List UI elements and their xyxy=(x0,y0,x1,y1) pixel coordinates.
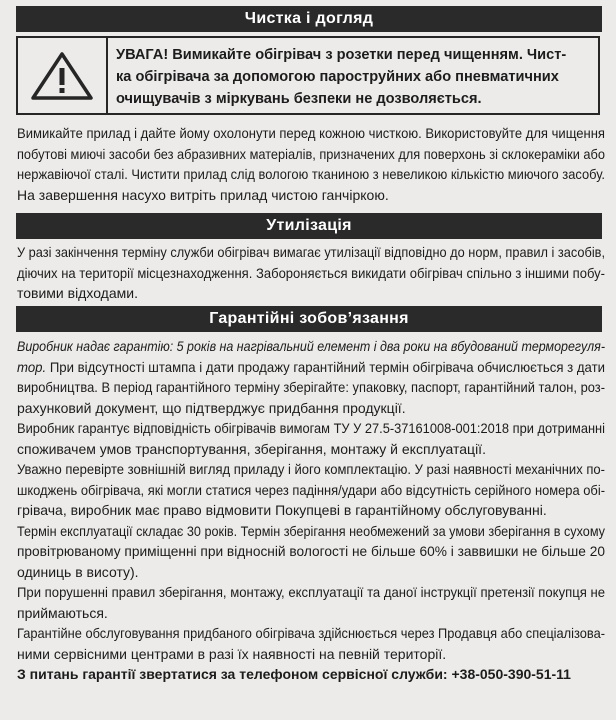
text-line: одиниць в висоту). xyxy=(17,563,139,580)
text-line xyxy=(17,357,605,378)
warning-line: УВАГА! Вимикайте обігрівач з розетки перед чищенням. Чист- xyxy=(116,47,567,63)
cleaning-instructions xyxy=(17,123,605,205)
warning-triangle-icon xyxy=(30,51,94,101)
warranty-text xyxy=(17,336,605,685)
warning-box xyxy=(16,36,600,115)
disposal-text xyxy=(17,242,605,304)
text-line: провітрюваному приміщенні при відносній вологості не більше 60% і заввишки не більше 20 xyxy=(17,543,605,559)
text-line: Вимикайте прилад і дайте йому охолонути перед кожною чисткою. Використовуйте для чищення xyxy=(17,125,605,141)
service-hotline: З питань гарантії звертатися за телефоном сервісної служби: +38-050-390-51-11 xyxy=(17,666,571,682)
warning-line: ка обігрівача за допомогою пароструйних або пневматичних xyxy=(116,69,559,85)
text-line: шкоджень обігрівача, які могли статися через падіння/удари або відсутність серійного номера обі- xyxy=(17,481,605,498)
text-line: Уважно перевірте зовнішній вигляд приладу і його комплектацію. У разі наявності механічних по- xyxy=(17,461,605,477)
text-line: При порушенні правил зберігання, монтажу, експлуатації та даної інструкції претензії покупця не xyxy=(17,584,605,600)
text-line: товими відходами. xyxy=(17,285,138,301)
text-line: грівача, виробник має право відмовити Покупцеві в гарантійному обслуговуванні. xyxy=(17,502,547,518)
text-line: приймаються. xyxy=(17,604,108,621)
disposal-section-title: Утилізація xyxy=(16,213,602,239)
text-line: нержавіючої сталі. Чистити прилад слід вологою тканиною з невеликою кількістю миючого засобу. xyxy=(17,166,605,182)
warning-line: очищувачів з міркувань безпеки не дозволяється. xyxy=(116,91,482,107)
warning-icon-cell xyxy=(18,38,108,113)
text-line: рахунковий документ, що підтверджує придбання продукції. xyxy=(17,399,406,416)
text-line: Виробник надає гарантію: 5 років на нагрівальний елемент і два роки на вбудований терморегуля- xyxy=(17,338,605,354)
cleaning-section-title: Чистка і догляд xyxy=(16,6,602,32)
text-line: ними сервісними центрами в разі їх наявності на певній території. xyxy=(17,645,447,662)
text-line: виробництва. В період гарантійного терміну зберігайте: упаковку, паспорт, гарантійний талон, роз- xyxy=(17,379,605,395)
warranty-section-title: Гарантійні зобов’язання xyxy=(16,306,602,332)
text-line: Термін експлуатації складає 30 років. Термін зберігання необмежений за умови зберігання в сухому xyxy=(17,522,605,539)
text-fragment: При відсутності штампа і дати продажу гарантійний термін обігрівача обчислюється з дати xyxy=(46,358,605,375)
text-line: На завершення насухо витріть прилад чистою ганчіркою. xyxy=(17,186,389,203)
warning-text xyxy=(116,44,592,110)
text-line: діючих на території місцезнаходження. Забороняється викидати обігрівач спільно з іншими побу- xyxy=(17,264,605,281)
italic-fragment: тор. xyxy=(17,358,47,375)
text-line: Гарантійне обслуговування придбаного обігрівача здійснюється через Продавця або спеціалізова- xyxy=(17,625,605,641)
text-line: споживачем умов транспортування, зберігання, монтажу й експлуатації. xyxy=(17,440,486,457)
text-line: У разі закінчення терміну служби обігрівач вимагає утилізації відповідно до норм, правил і засобів, xyxy=(17,244,605,260)
text-line: побутові миючі засоби без абразивних матеріалів, призначених для поверхонь зі склокераміки або xyxy=(17,145,605,162)
text-line: Виробник гарантує відповідність обігрівачів вимогам ТУ У 27.5-37161008-001:2018 при дотриманні xyxy=(17,420,605,436)
